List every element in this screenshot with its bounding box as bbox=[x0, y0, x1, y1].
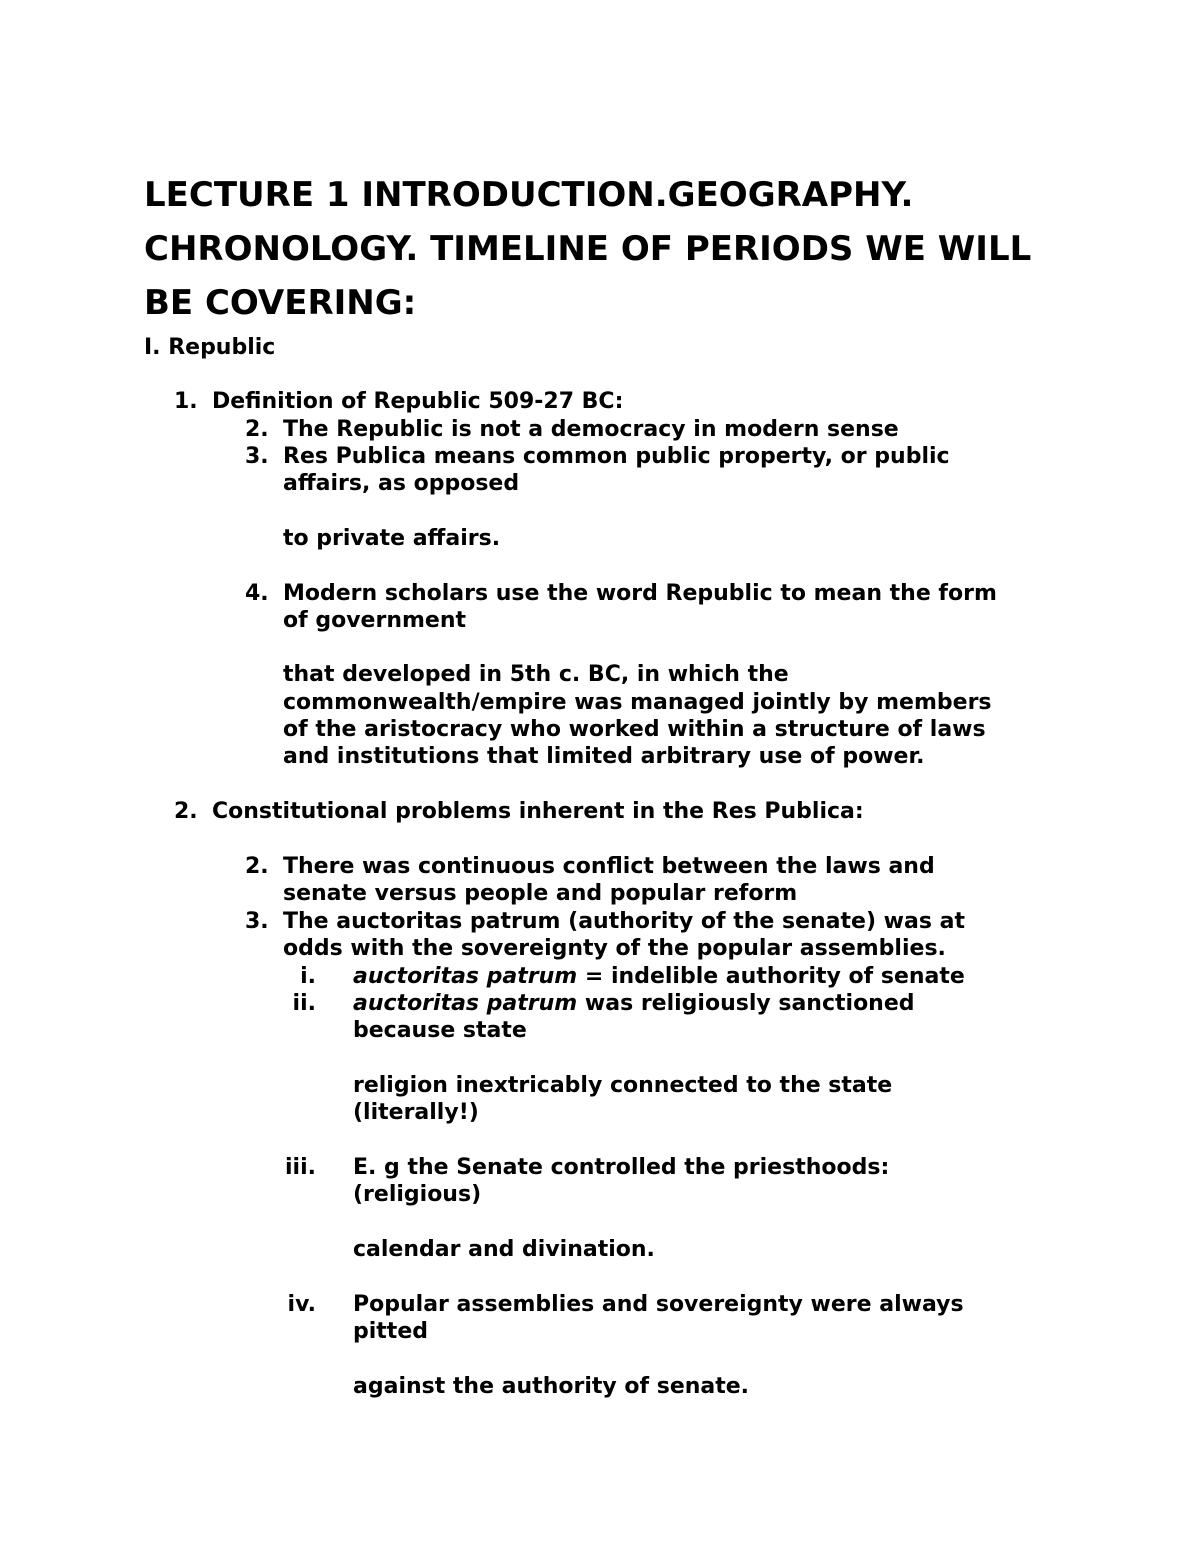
section-heading: I. Republic bbox=[144, 335, 276, 360]
italic-term: auctoritas patrum bbox=[353, 991, 578, 1016]
sublist-number: 4. bbox=[245, 581, 269, 606]
list-number: 2. bbox=[174, 799, 198, 824]
roman-item-text bbox=[353, 990, 915, 1017]
list-item-text: Definition of Republic 509-27 BC: bbox=[212, 389, 624, 414]
item-rest: = indelible authority of senate bbox=[577, 964, 965, 989]
sublist-item-text: Res Publica means common public property, or public bbox=[283, 444, 950, 469]
continuation-text: of the aristocracy who worked within a structure of laws bbox=[283, 717, 986, 742]
list-item-text: Constitutional problems inherent in the Res Publica: bbox=[212, 799, 864, 824]
document-title: LECTURE 1 INTRODUCTION.GEOGRAPHY. CHRONOLOGY. TIMELINE OF PERIODS WE WILL BE COVERING: bbox=[144, 175, 1032, 323]
sublist-number: 3. bbox=[245, 444, 269, 469]
roman-number: iii. bbox=[285, 1155, 316, 1180]
continuation-text: against the authority of senate. bbox=[353, 1374, 750, 1399]
sublist-item-text: The Republic is not a democracy in modern sense bbox=[283, 417, 899, 442]
continuation-text: and institutions that limited arbitrary use of power. bbox=[283, 744, 925, 769]
sublist-item-text: senate versus people and popular reform bbox=[283, 881, 798, 906]
roman-item-text: (religious) bbox=[353, 1182, 482, 1207]
sublist-item-text: The auctoritas patrum (authority of the senate) was at bbox=[283, 909, 965, 934]
continuation-text: religion inextricably connected to the state bbox=[353, 1073, 893, 1098]
continuation-text: that developed in 5th c. BC, in which the bbox=[283, 662, 789, 687]
sublist-item-text: of government bbox=[283, 608, 467, 633]
item-rest: was religiously sanctioned bbox=[577, 991, 915, 1016]
roman-number: ii. bbox=[292, 991, 316, 1016]
roman-number: iv. bbox=[287, 1292, 316, 1317]
continuation-text: commonwealth/empire was managed jointly by members bbox=[283, 690, 992, 715]
roman-item-text: E. g the Senate controlled the priesthoods: bbox=[353, 1155, 890, 1180]
sublist-number: 2. bbox=[245, 417, 269, 442]
continuation-text: (literally!) bbox=[353, 1100, 479, 1125]
list-number: 1. bbox=[174, 389, 198, 414]
roman-number: i. bbox=[300, 964, 316, 989]
roman-item-text: pitted bbox=[353, 1319, 428, 1344]
sublist-number: 2. bbox=[245, 854, 269, 879]
roman-item-text: because state bbox=[353, 1018, 527, 1043]
sublist-item-text: There was continuous conflict between the laws and bbox=[283, 854, 935, 879]
continuation-text: to private affairs. bbox=[283, 526, 501, 551]
sublist-number: 3. bbox=[245, 909, 269, 934]
roman-item-text bbox=[353, 963, 965, 990]
roman-item-text: Popular assemblies and sovereignty were always bbox=[353, 1292, 964, 1317]
sublist-item-text: affairs, as opposed bbox=[283, 471, 520, 496]
italic-term: auctoritas patrum bbox=[353, 964, 578, 989]
sublist-item-text: Modern scholars use the word Republic to mean the form bbox=[283, 581, 997, 606]
sublist-item-text: odds with the sovereignty of the popular assemblies. bbox=[283, 936, 946, 961]
continuation-text: calendar and divination. bbox=[353, 1237, 655, 1262]
